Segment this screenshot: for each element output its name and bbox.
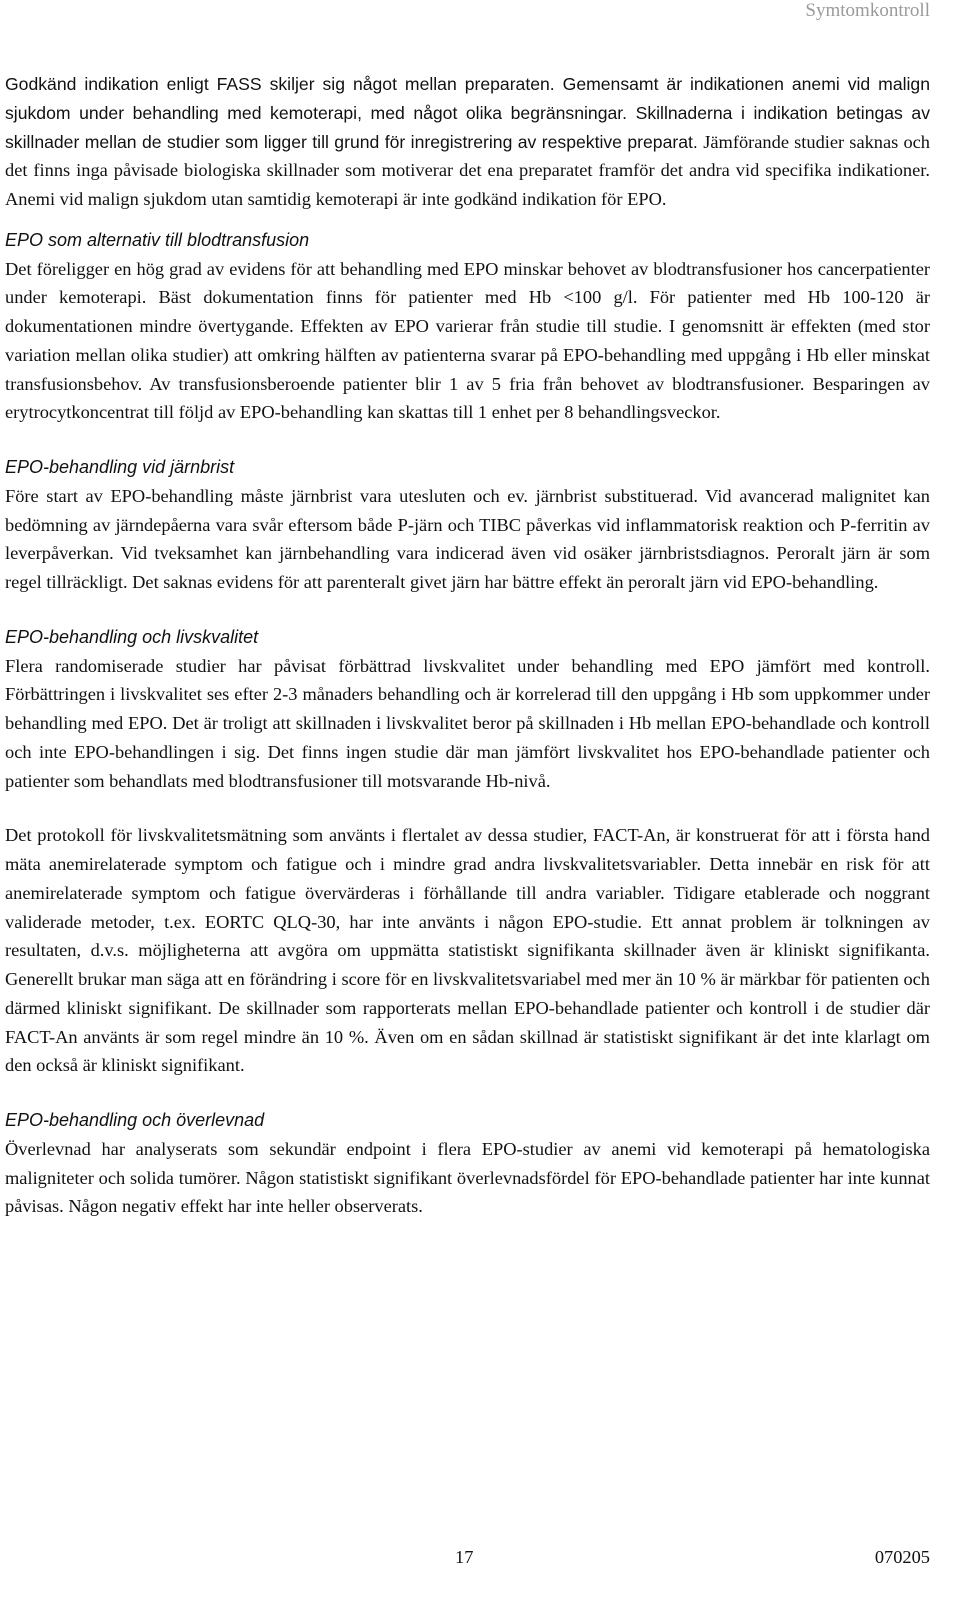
section-heading-blood-transfusion: EPO som alternativ till blodtransfusion (5, 229, 310, 250)
section-paragraph-quality-of-life: Flera randomiserade studier har påvisat förbättrad livskvalitet under behandling med EPO jämfört med kontroll. Förbättringen i livskvalitet ses efter 2-3 månaders behandling och är korrelerad till den uppgång i Hb som uppkommer under behandling med EPO. Det är troligt att skillnaden i livskvalitet beror på skillnaden i Hb mellan EPO-behandlade och kontroll och inte EPO-behandlingen i sig. Det finns ingen studie där man jämfört livskvalitet hos EPO-behandlade patienter och patienter som behandlats med blodtransfusioner till motsvarande Hb-nivå. (5, 655, 930, 791)
section-paragraph-iron-deficiency: Före start av EPO-behandling måste järnbrist vara utesluten och ev. järnbrist substituerad. Vid avancerad malignitet kan bedömning av järndepåerna vara svår eftersom både P-järn och TIBC påverkas vid inflammatorisk reaktion och P-ferritin av leverpåverkan. Vid tveksamhet kan järnbehandling vara indicerad även vid osäker järnbristsdiagnos. Peroralt järn är som regel tillräckligt. Det saknas evidens för att parenteralt givet järn har bättre effekt än peroralt järn vid EPO-behandling. (5, 485, 930, 592)
section-heading-iron-deficiency: EPO-behandling vid järnbrist (5, 457, 235, 477)
intro-text-serif: Jämförande studier saknas och det finns inga påvisade biologiska skillnader som motiverar det ena preparatet framför det andra vid specifika indikationer. Anemi vid malign sjukdom utan samtidig kemoterapi är inte godkänd indikation för EPO. (5, 131, 930, 209)
page-number: 17 (455, 1547, 474, 1567)
intro-paragraph (5, 70, 930, 214)
running-header-title: Symtomkontroll (805, 0, 930, 21)
section-heading-survival: EPO-behandling och överlevnad (5, 1110, 265, 1130)
section-heading-quality-of-life: EPO-behandling och livskvalitet (5, 626, 259, 647)
section-paragraph-blood-transfusion: Det föreligger en hög grad av evidens för att behandling med EPO minskar behovet av blodtransfusioner hos cancerpatienter under kemoterapi. Bäst dokumentation finns för patienter med Hb <100 g/l. För patienter med Hb 100-120 är dokumentationen mindre övertygande. Effekten av EPO varierar från studie till studie. I genomsnitt är effekten (med stor variation mellan olika studier) att omkring hälften av patienterna svarar på EPO-behandling med uppgång i Hb eller minskat transfusionsbehov. Av transfusionsberoende patienter blir 1 av 5 fria från behovet av blodtransfusioner. Besparingen av erytrocytkoncentrat till följd av EPO-behandling kan skattas till 1 enhet per 8 behandlingsveckor. (5, 258, 930, 423)
intro-text-sans: Godkänd indikation enligt FASS skiljer sig något mellan preparaten. Gemensamt är indikationen anemi vid malign sjukdom under behandling med kemoterapi, med något olika begränsningar. Skillnaderna i indikation betingas av skillnader mellan de studier som ligger till grund för inregistrering av respektive preparat. (5, 74, 930, 152)
document-body (5, 70, 930, 1221)
section-paragraph-survival: Överlevnad har analyserats som sekundär endpoint i flera EPO-studier av anemi vid kemoterapi på hematologiska maligniteter och solida tumörer. Någon statistiskt signifikant överlevnadsfördel för EPO-behandlade patienter har inte kunnat påvisas. Någon negativ effekt har inte heller observerats. (5, 1138, 930, 1217)
document-code: 070205 (874, 1547, 930, 1567)
section-paragraph-quality-of-life-protocol: Det protokoll för livskvalitetsmätning som använts i flertalet av dessa studier, FACT-An, är konstruerat för att i första hand mäta anemirelaterade symptom och fatigue och i mindre grad andra livskvalitetsvariabler. Detta innebär en risk för att anemirelaterade symptom och fatigue övervärderas i förhållande till andra variabler. Tidigare etablerade och noggrant validerade metoder, t.ex. EORTC QLQ-30, har inte använts i någon EPO-studie. Ett annat problem är tolkningen av resultaten, d.v.s. möjligheterna att avgöra om uppmätta statistiskt signifikanta skillnader även är kliniskt signifikanta. Generellt brukar man säga att en förändring i score för en livskvalitetsvariabel med mer än 10 % är märkbar för patienten och därmed kliniskt signifikant. De skillnader som rapporterats mellan EPO-behandlade patienter och kontroll i de studier där FACT-An använts är som regel mindre än 10 %. Även om en sådan skillnad är statistiskt signifikant är det inte klarlagt om den också är kliniskt signifikant. (5, 825, 930, 1076)
